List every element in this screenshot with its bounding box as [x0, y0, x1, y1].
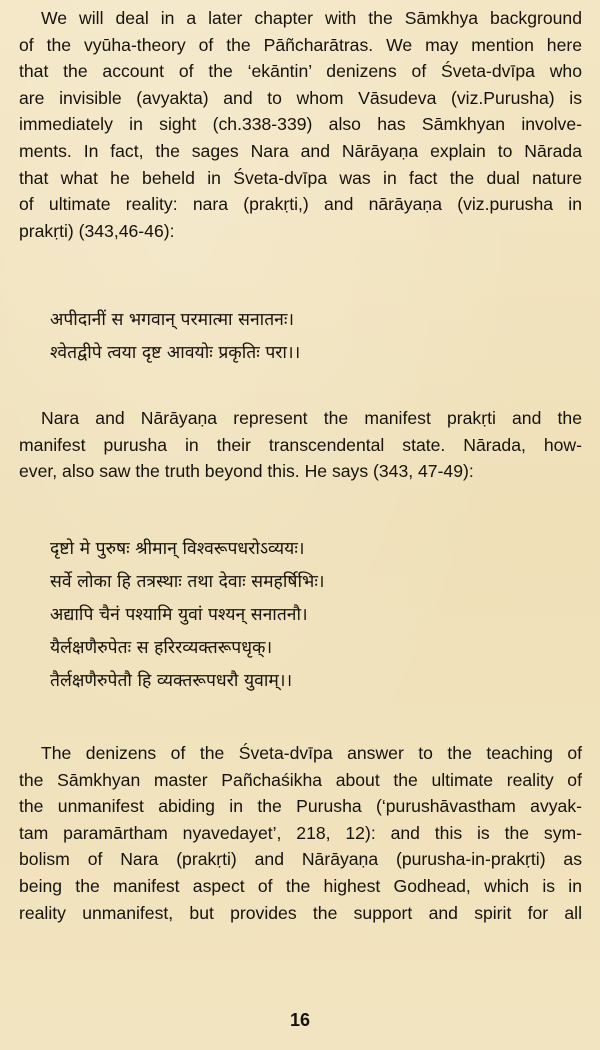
text-line: Nara and Nārāyaṇa represent the manifest prakṛti and the	[41, 408, 582, 428]
paragraph-nara-narayana	[19, 405, 582, 485]
paragraph-vyuha-theory	[19, 5, 582, 244]
verse-line: तैर्लक्षणैरुपेतौ हि व्यक्तरूपधरौ युवाम्।।	[50, 671, 293, 691]
verse-line: यैर्लक्षणैरुपेतः स हरिरव्यक्तरूपधृक्।	[50, 638, 273, 658]
text-line: prakṛti) (343,46-46):	[19, 220, 175, 241]
text-line: of the vyūha-theory of the Pāñcharātras. We may mention here	[19, 34, 582, 55]
text-line: The denizens of the Śveta-dvīpa answer to the teaching of	[41, 743, 582, 763]
text-line: ments. In fact, the sages Nara and Nārāyaṇa explain to Nārada	[19, 140, 582, 161]
text-line: immediately in sight (ch.338-339) also has Sāmkhyan involve-	[19, 114, 582, 135]
text-line: tam paramārtham nyavedayet’, 218, 12): and this is the sym-	[19, 822, 582, 843]
text-line: We will deal in a later chapter with the Sāmkhya background	[41, 8, 582, 28]
sanskrit-verse-block	[50, 304, 300, 370]
text-line: the Sāmkhyan master Pañchaśikha about the ultimate reality of	[19, 769, 582, 790]
page-number: 16	[289, 1010, 311, 1030]
text-line: are invisible (avyakta) and to whom Vāsudeva (viz.Purusha) is	[19, 87, 582, 108]
verse-line: श्वेतद्वीपे त्वया दृष्ट आवयोः प्रकृतिः परा।।	[50, 343, 301, 363]
text-line: that what he beheld in Śveta-dvīpa was in fact the dual nature	[19, 167, 582, 188]
text-line: that the account of the ‘ekāntin’ denizens of Śveta-dvīpa who	[19, 61, 582, 82]
verse-line: दृष्टो मे पुरुषः श्रीमान् विश्वरूपधरोऽव्ययः।	[50, 539, 305, 559]
sanskrit-verse-block	[50, 533, 325, 698]
verse-line: अपीदानीं स भगवान् परमात्मा सनातनः।	[50, 310, 295, 330]
text-line: manifest purusha in their transcendental state. Nārada, how-	[19, 434, 582, 455]
paragraph-sveta-dvipa-denizens	[19, 740, 582, 926]
text-line: of ultimate reality: nara (prakṛti,) and nārāyaṇa (viz.purusha in	[19, 194, 582, 215]
text-line: ever, also saw the truth beyond this. He says (343, 47-49):	[19, 461, 474, 482]
text-line: the unmanifest abiding in the Purusha (‘purushāvastham avyak-	[19, 796, 582, 817]
verse-line: अद्यापि चैनं पश्यामि युवां पश्यन् सनातनौ।	[50, 605, 308, 625]
text-line: being the manifest aspect of the highest Godhead, which is in	[19, 875, 582, 896]
text-line: bolism of Nara (prakṛti) and Nārāyaṇa (purusha-in-prakṛti) as	[19, 849, 582, 870]
verse-line: सर्वे लोका हि तत्रस्थाः तथा देवाः समहर्षिभिः।	[50, 572, 325, 592]
text-line: reality unmanifest, but provides the support and spirit for all	[19, 902, 582, 923]
